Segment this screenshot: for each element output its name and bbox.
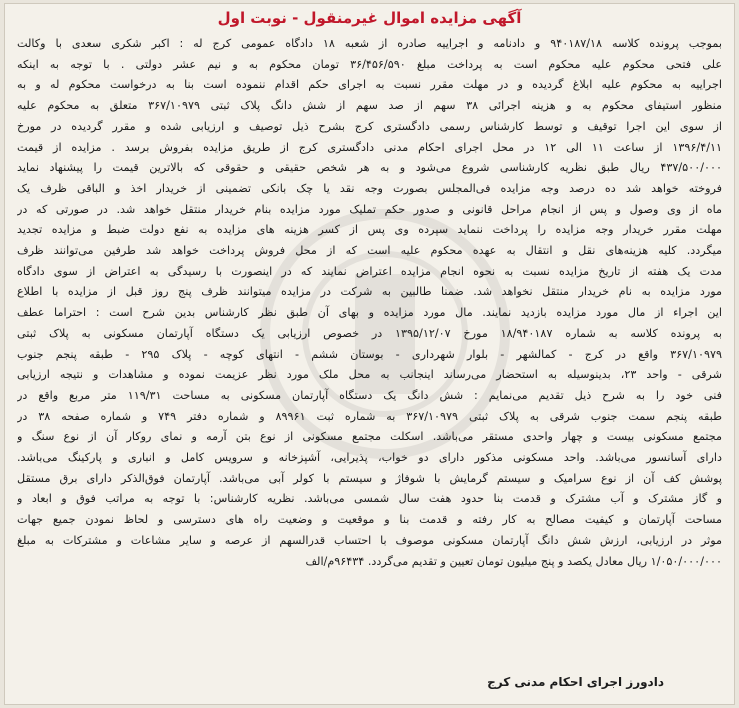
notice-page [4, 3, 735, 705]
notice-body-line: و گاز مشترک و آب مشترک و قدمت بنا حدود هفت سال شمسی می‌باشد. نظریه کارشناس: با توجه به مراتب فوق و ابعاد و [17, 492, 722, 506]
notice-body-line: موثر در ارزیابی، ارزش شش دانگ آپارتمان مسکونی موصوف با احتساب قدرالسهم از عرصه و سایر مشاعات و مشترکات به مبلغ [17, 533, 722, 547]
notice-title: آگهی مزایده اموال غیرمنقول - نوبت اول [217, 9, 522, 27]
notice-body-line: میگردد. کلیه هزینه‌های نقل و انتقال به عهده محکوم علیه است که از محل فروش پرداخت خواهد شد طرفین می‌توانند ظرف [17, 244, 722, 258]
notice-body-line: مجتمع مسکونی بیست و چهار واحدی مستقر می‌باشد. اسکلت مجتمع مسکونی از نوع بتن آرمه و نمای روکار آن از نوع سنگ و [17, 430, 722, 444]
notice-body-line: مدت یک هفته از تاریخ مزایده نسبت به نحوه انجام مزایده اعتراض نمایند که در اینصورت با رسیدگی به اعتراض از سوی دادگاه [17, 264, 722, 278]
notice-body-line: از سوی این اجرا توقیف و توسط کارشناس رسمی دادگستری کرج بشرح ذیل توصیف و ارزیابی شده و مقرر گردیده در مورخ [17, 119, 722, 133]
notice-body-line: به پرونده کلاسه به شماره ۱۸/۹۴۰۱۸۷ مورخ ۱۳۹۵/۱۲/۰۷ در خصوص ارزیابی یک دستگاه آپارتمان مسکونی به پلاک ثبتی [17, 326, 722, 340]
notice-body-line: فروخته خواهد شد ده درصد وجه مزایده فی‌المجلس بصورت وجه نقد یا چک بانکی تضمینی از خریدار اخذ و الباقی ظرف یک [17, 181, 722, 195]
notice-body-line: طبقه پنجم سمت جنوب شرقی به پلاک ثبتی ۳۶۷/۱۰۹۷۹ به شماره ثبت ۸۹۹۶۱ و شماره دفتر ۷۴۹ و شماره صفحه ۳۸ در [17, 409, 722, 423]
notice-body-line: ماه از وی وصول و پس از انجام مراحل قانونی و صدور حکم تملیک مورد مزایده بنام خریدار منتقل خواهد شد. در صورتی که در [17, 202, 722, 216]
notice-body [17, 34, 722, 572]
notice-body-line: مورد مزایده به نام خریدار منتقل نخواهد شد. ضمنا طالبین به شرکت در مزایده میتوانند ظرف پنج روز قبل از مزایده با اطلاع [17, 285, 722, 299]
notice-signature: دادورز اجرای احکام مدنی کرج [487, 675, 664, 689]
notice-body-line: منظور استیفای محکوم به و هزینه اجرائی ۳۸ سهم از صد سهم از شش دانگ پلاک ثبتی ۳۶۷/۱۰۹۷۹ متعلق به محکوم علیه [17, 99, 722, 113]
notice-body-line: ۴۳۷/۵۰۰/۰۰۰ ریال طبق نظریه کارشناسی شروع می‌شود و به هر شخص حقیقی و حقوقی که بالاترین قیمت را پیشنهاد نماید [17, 161, 722, 175]
notice-body-line: علی فتحی محکوم علیه محکوم است به پرداخت مبلغ ۳۶/۴۵۶/۵۹۰ تومان محکوم به و نیم عشر دولتی . با توجه به اینکه [17, 57, 722, 71]
notice-body-line: مساحت آپارتمان و کیفیت مصالح به کار رفته و قدمت بنا و موقعیت و وضعیت راه های دسترسی و لحاظ نمودن جمیع جهات [17, 513, 722, 527]
notice-body-line: ۱/۰۵۰/۰۰۰/۰۰۰ ریال معادل یکصد و پنج میلیون تومان تعیین و تقدیم می‌گردد. ۹۶۴۳۴م/الف [305, 554, 722, 568]
notice-body-line: بموجب پرونده کلاسه ۹۴۰۱۸۷/۱۸ و دادنامه و اجراییه صادره از شعبه ۱۸ دادگاه عمومی کرج له : اکبر شکری سعدی با وکالت [17, 37, 722, 50]
notice-body-line: مهلت مقرر خریدار وجه مزایده را پرداخت ننماید سپرده وی پس از کسر هزینه های مزایده به نفع دولت ضبط و مزایده تجدید [17, 223, 722, 237]
notice-body-line: ۱۳۹۶/۴/۱۱ از ساعت ۱۱ الی ۱۲ در محل اجرای احکام مدنی دادگستری کرج از طریق مزایده بفروش برسد . مزایده از قیمت [17, 140, 722, 154]
notice-body-line: پوشش کف آن از نوع سرامیک و سیستم گرمایش با شوفاژ و سیستم با کولر آبی می‌باشد. آپارتمان فوق‌الذکر دارای برق مستقل [17, 471, 722, 485]
notice-body-line: شرقی - واحد ۲۳، بدینوسیله به استحضار می‌رساند اینجانب به محل ملک مورد نظر عزیمت نموده و مشاهدات و نتیجه ارزیابی [17, 368, 722, 382]
notice-body-line: فنی خود را به شرح ذیل تقدیم می‌نمایم : شش دانگ یک دستگاه آپارتمان مسکونی به مساحت ۱۱۹/۳۱ متر مربع واقع در [17, 388, 722, 402]
notice-body-line: ۳۶۷/۱۰۹۷۹ واقع در کرج - کمالشهر - بلوار شهرداری - بوستان ششم - انتهای کوچه - پلاک ۲۹۵ - طبقه پنجم جنوب [17, 347, 722, 361]
notice-body-line: این اجراء از مال مورد مزایده بازدید نمایند. مال مورد مزایده و بهای آن طبق نظر کارشناس بدین شرح است : احتراما عطف [17, 306, 722, 320]
notice-body-line: دارای آسانسور می‌باشد. واحد مسکونی مذکور دارای دو خواب، پذیرایی، آشپزخانه و سرویس کامل و انباری و پارکینگ می‌باشد. [17, 451, 722, 465]
notice-body-line: اجراییه به محکوم علیه ابلاغ گردیده و در مهلت مقرر نسبت به اجرای حکم اقدام ننموده است بنا به درخواست محکوم له و به [17, 78, 722, 92]
